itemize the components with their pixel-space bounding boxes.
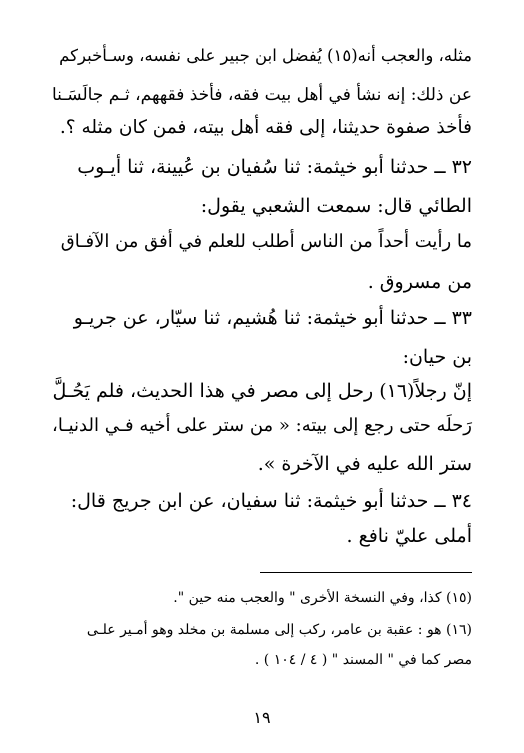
body-line-1: مثله، والعجب أنه(١٥) يُفضل ابن جبير على نفسه، وسـأخبركم [59, 46, 472, 65]
body-line-3: فأخذ صفوة حديثنا، إلى فقه أهل بيته، فمن كان مثله ؟. [59, 117, 472, 138]
page-number: ١٩ [253, 708, 271, 727]
body-line-4: ٣٢ ــ حدثنا أبو خيثمة: ثنا سُفيان بن عُيينة، ثنا أيـوب [77, 156, 472, 178]
body-line-9: بن حيان: [402, 346, 472, 368]
footnote-15: (١٥) كذا، وفي النسخة الأخرى " والعجب منه حين ". [173, 590, 472, 606]
body-line-13: ٣٤ ــ حدثنا أبو خيثمة: ثنا سفيان، عن ابن جريج قال: [70, 490, 472, 512]
body-line-11: رَحلَه حتى رجع إلى بيته: « من ستر على أخيه فـي الدنيـا، [52, 415, 472, 436]
body-line-7: من مسروق . [367, 271, 472, 293]
body-line-14: أملى عليّ نافع . [346, 525, 472, 547]
footnote-16-line-1: (١٦) هو : عقبة بن عامر، ركب إلى مسلمة بن مخلد وهو أمـير علـى [86, 622, 472, 638]
body-line-8: ٣٣ ــ حدثنا أبو خيثمة: ثنا هُشيم، ثنا سيّار، عن جريـو [73, 307, 472, 329]
body-line-2: عن ذلك: إنه نشأ في أهل بيت فقه، فأخذ فقههم، ثـم جالَسَـنا [51, 85, 472, 105]
body-line-5: الطائي قال: سمعت الشعبي يقول: [200, 195, 472, 217]
body-line-10: إنّ رجلاً(١٦) رحل إلى مصر في هذا الحديث، فلم يَحُـلَّ [52, 380, 472, 402]
footnote-separator [260, 572, 472, 573]
footnote-16-line-2: مصر كما في " المسند " ( ٤ / ١٠٤ ) . [254, 652, 472, 668]
body-line-12: ستر الله عليه في الآخرة ». [257, 453, 472, 475]
body-line-6: ما رأيت أحداً من الناس أطلب للعلم في أفق من الآفـاق [60, 231, 472, 252]
